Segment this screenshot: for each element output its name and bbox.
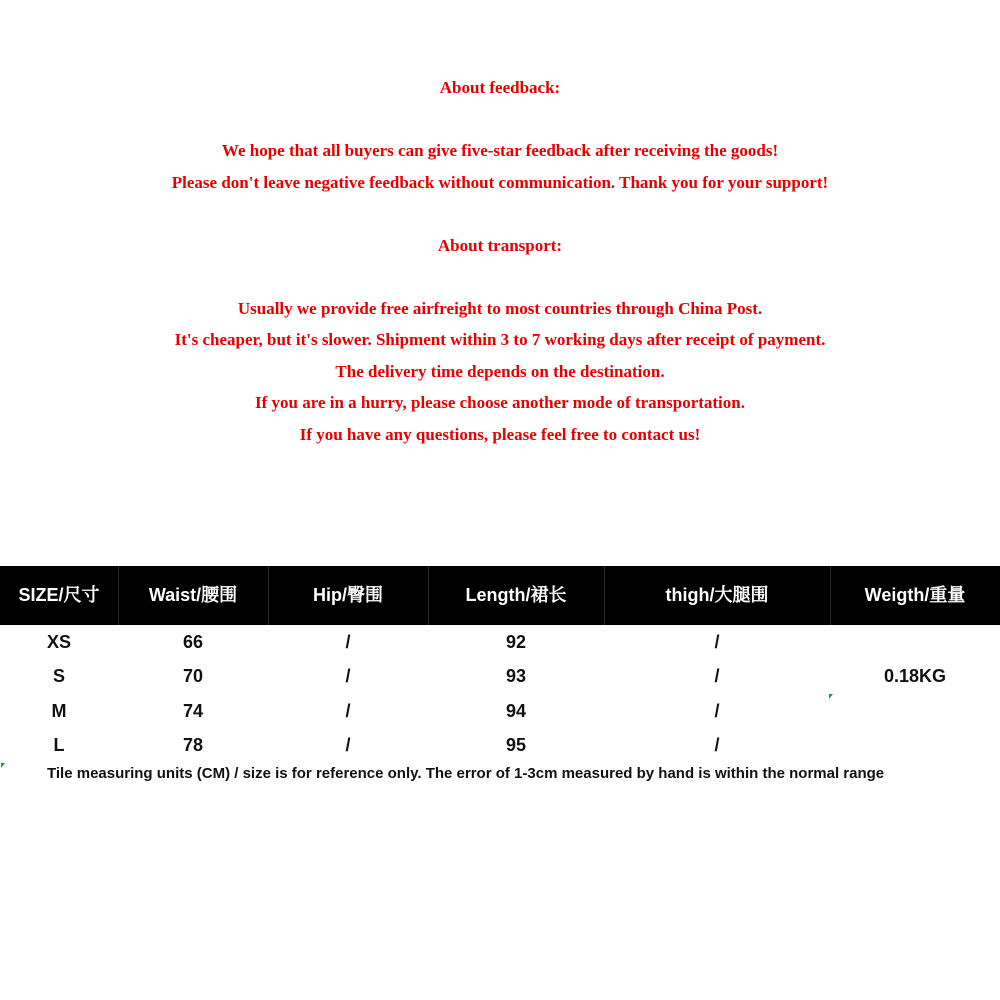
size-table-header — [0, 566, 1000, 625]
cell-length: 95 — [505, 735, 527, 755]
header-size: SIZE/尺寸 — [18, 585, 100, 605]
cell-size: M — [51, 701, 67, 721]
cell-waist: 70 — [182, 666, 204, 686]
header-thigh: thigh/大腿围 — [665, 585, 769, 605]
cell-length: 94 — [505, 701, 527, 721]
green-speck — [829, 694, 833, 699]
cell-thigh: / — [714, 666, 720, 686]
transport-heading: About transport: — [437, 236, 563, 255]
feedback-heading: About feedback: — [439, 78, 561, 97]
table-row — [0, 728, 1000, 762]
transport-line-1: Usually we provide free airfreight to most countries through China Post. — [237, 299, 763, 318]
transport-line-4: If you are in a hurry, please choose another mode of transportation. — [254, 393, 745, 412]
transport-line-3: The delivery time depends on the destination. — [335, 362, 665, 381]
cell-thigh: / — [714, 735, 720, 755]
cell-hip: / — [345, 666, 351, 686]
cell-length: 93 — [505, 666, 527, 686]
transport-line-2: It's cheaper, but it's slower. Shipment within 3 to 7 working days after receipt of payment. — [174, 330, 826, 349]
cell-size: XS — [46, 632, 71, 652]
table-row — [0, 625, 1000, 659]
cell-weight: 0.18KG — [883, 666, 947, 686]
header-length: Length/裙长 — [465, 585, 567, 605]
cell-hip: / — [345, 735, 351, 755]
size-table — [0, 566, 1000, 625]
cell-thigh: / — [714, 701, 720, 721]
cell-waist: 78 — [182, 735, 204, 755]
cell-length: 92 — [505, 632, 527, 652]
cell-size: S — [52, 666, 65, 686]
cell-hip: / — [345, 701, 351, 721]
feedback-line-2: Please don't leave negative feedback without communication. Thank you for your support! — [171, 173, 829, 192]
header-waist: Waist/腰围 — [148, 585, 238, 605]
cell-hip: / — [345, 632, 351, 652]
header-hip: Hip/臀围 — [313, 585, 383, 605]
cell-waist: 66 — [182, 632, 204, 652]
feedback-line-1: We hope that all buyers can give five-star feedback after receiving the goods! — [221, 141, 779, 160]
cell-thigh: / — [714, 632, 720, 652]
table-row — [0, 694, 1000, 728]
cell-waist: 74 — [182, 701, 204, 721]
header-weight: Weigth/重量 — [864, 585, 966, 605]
measurement-note: Tile measuring units (CM) / size is for reference only. The error of 1-3cm measured by hand is within the normal range — [47, 765, 885, 782]
cell-size: L — [53, 735, 65, 755]
green-speck — [1, 763, 5, 768]
transport-line-5: If you have any questions, please feel free to contact us! — [299, 425, 701, 444]
